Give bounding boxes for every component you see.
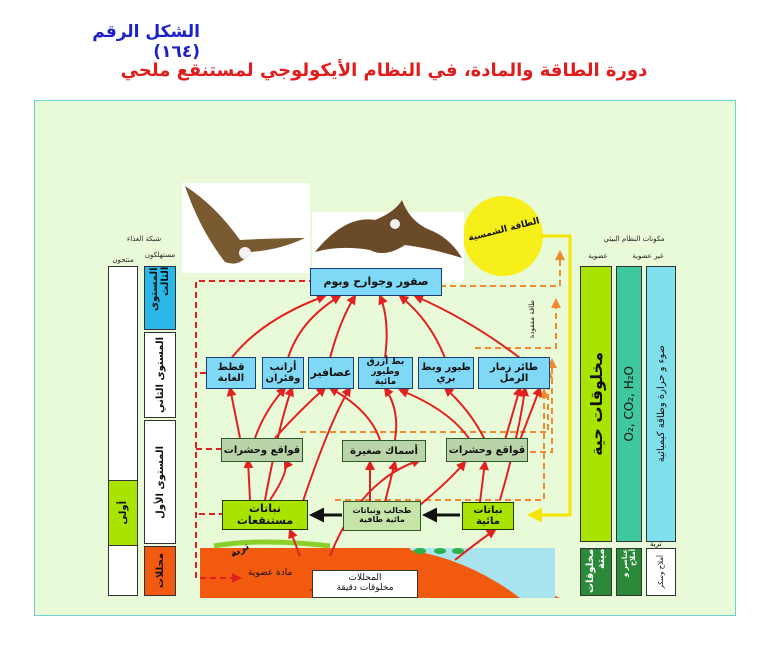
heat-loss-label: طاقة مفقودة <box>528 300 536 339</box>
level2-item: طيور وبط بري <box>418 357 474 389</box>
soil-right-label: تربة <box>650 540 662 548</box>
living-organisms-label: مخلوقات حية <box>586 352 606 456</box>
nutrients-label: عناصر و أملاح <box>621 549 637 578</box>
organic-matter-label: مادة عضوية <box>248 568 293 578</box>
level2-item: قطط الغابة <box>206 357 256 389</box>
producers-level-box <box>108 480 138 546</box>
level1-item: قواقع وحشرات <box>221 438 303 462</box>
soil-salts-label: أملاح وسكر <box>657 555 665 589</box>
top-predator-box: صقور وجوارح وبوم <box>310 268 442 296</box>
level1-item: أسماك صغيرة <box>342 440 426 462</box>
consumer-level-2 <box>144 332 176 418</box>
decomposers-level <box>144 546 176 596</box>
producer-land-plants: نباتات مستنقعات <box>222 500 308 530</box>
soil-salts-box <box>646 548 676 596</box>
consumer-level-1-label: المستوى الأول <box>154 445 166 519</box>
consumers-header: مستهلكون <box>144 251 176 259</box>
level2-item: عصافير <box>308 357 354 389</box>
dead-organisms-label: مخلوقات ميتة <box>585 549 607 594</box>
producers-column <box>108 266 138 596</box>
producer-aquatic: نباتات مائية <box>462 502 514 530</box>
level2-item: بط أزرق وطيور مائية <box>358 357 413 389</box>
sun-label: الطاقة الشمسية <box>467 216 541 244</box>
consumer-level-2-label: المستوى الثاني <box>154 337 166 413</box>
producers-header: منتجون <box>112 256 134 264</box>
consumer-level-1 <box>144 420 176 544</box>
energy-box <box>646 266 676 542</box>
living-organisms-box <box>580 266 612 542</box>
energy-label: ضوء و حرارة وطاقة كيميائية <box>655 345 667 463</box>
inorganic-header: غير عضوية <box>632 252 664 260</box>
soil-label: تربة <box>228 540 252 561</box>
consumer-level-3 <box>144 266 176 330</box>
level2-item: أرانب وفئران <box>262 357 304 389</box>
gases-box <box>616 266 642 542</box>
organic-header: عضوية <box>588 252 608 260</box>
consumer-level-3-label: المستوى الثالث <box>149 267 171 311</box>
producer-algae: طحالب ونباتات مائية طافية <box>343 501 421 531</box>
decomposers-box: المحللات مخلوقات دقيقة <box>312 570 418 598</box>
food-web-header: شبكة الغذاء <box>126 235 162 243</box>
figure-number: الشكل الرقم (١٦٤) <box>92 22 200 62</box>
level1-item: قواقع وحشرات <box>446 438 528 462</box>
producers-level-label: أولى <box>117 501 129 525</box>
gases-label: O₂, CO₂, H₂O <box>622 366 636 442</box>
dead-organisms-box <box>580 548 612 596</box>
lily-pads <box>414 548 464 554</box>
decomposers-level-label: محللات <box>154 553 166 589</box>
figure-title: دورة الطاقة والمادة، في النظام الأيكولوجي لمستنقع ملحي <box>120 60 648 81</box>
nutrients-box <box>616 548 642 596</box>
level2-item: طائر زمار الرمل <box>478 357 550 389</box>
ecosystem-components-header: مكونات النظام البيئي <box>603 235 665 243</box>
eagle-image-left <box>182 183 310 273</box>
